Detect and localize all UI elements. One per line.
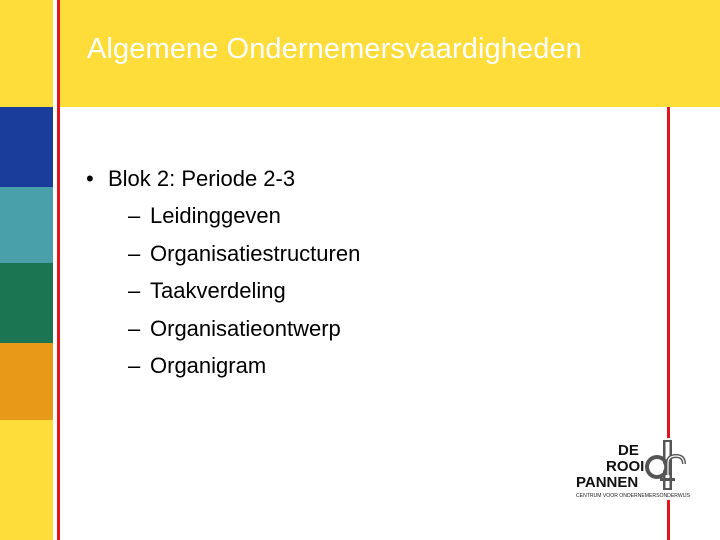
sub-item-organigram — [128, 347, 360, 385]
bullet-text: Blok 2: Periode 2-3 — [108, 166, 296, 191]
dash-marker: – — [128, 240, 141, 266]
slide-content — [86, 160, 360, 385]
sub-item-taakverdeling — [128, 272, 360, 310]
left-stripe-yellow-top — [0, 0, 53, 107]
sub-list — [128, 197, 360, 385]
sub-item-text: Organisatieontwerp — [150, 315, 341, 341]
slide-title: Algemene Ondernemersvaardigheden — [87, 33, 582, 65]
dash-marker: – — [128, 278, 141, 303]
logo-text-pannen: PANNEN — [576, 474, 639, 491]
sub-item-text: Taakverdeling — [150, 278, 286, 303]
sub-item-leidinggeven — [128, 197, 360, 235]
logo-text-rooi: ROOI — [606, 458, 645, 475]
sub-item-organisatieontwerp — [128, 310, 360, 348]
bullet-item — [86, 160, 360, 197]
left-stripe-orange — [0, 343, 53, 420]
left-stripe-green — [0, 263, 53, 343]
sub-item-organisatiestructuren — [128, 235, 360, 273]
sub-item-text: Organisatiestructuren — [150, 240, 361, 266]
logo-tagline: CENTRUM VOOR ONDERNEMERSONDERWIJS — [576, 493, 691, 499]
sub-item-text: Organigram — [150, 353, 267, 378]
de-rooi-pannen-logo — [574, 438, 694, 500]
dash-marker: – — [128, 315, 141, 341]
left-stripe-teal — [0, 187, 53, 263]
dash-marker: – — [128, 203, 141, 228]
sub-item-text: Leidinggeven — [150, 203, 281, 228]
bullet-marker: • — [86, 166, 94, 191]
dash-marker: – — [128, 353, 141, 378]
logo-text-de: DE — [618, 442, 639, 459]
left-stripe-yellow-bottom — [0, 420, 53, 540]
left-stripe-blue — [0, 107, 53, 187]
